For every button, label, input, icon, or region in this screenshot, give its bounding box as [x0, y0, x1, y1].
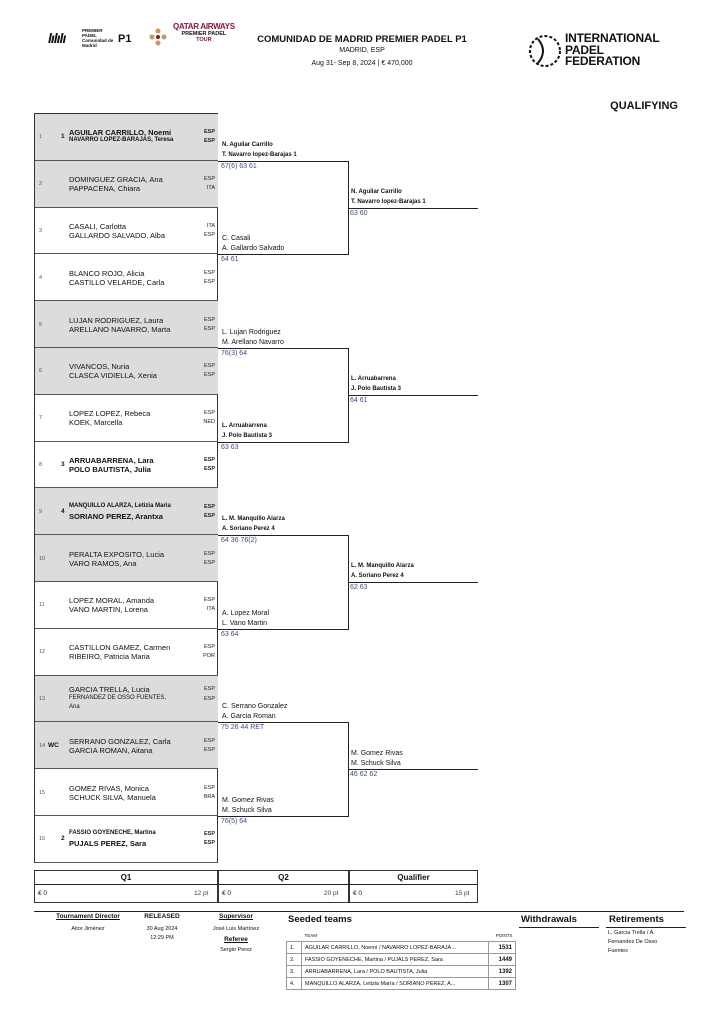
seeded-col-team: TEAM	[302, 930, 489, 942]
draw-position: 15	[39, 789, 46, 796]
round2-winner: A. Gallardo Salvado	[222, 245, 285, 253]
draw-position: 9	[39, 508, 43, 515]
draw-position: 14	[39, 742, 46, 749]
player-country: ESP	[203, 278, 215, 285]
round-q1-prize: € 0	[38, 890, 48, 897]
seeded-points: 1531	[489, 942, 516, 954]
qualifier-score: 64 61	[350, 396, 368, 404]
seed-number: 1	[61, 133, 65, 141]
qatar-logo-line2: PREMIER PADEL	[181, 30, 227, 37]
draw-slot	[35, 816, 218, 863]
player-name: CASTILLO VELARDE, Carla	[69, 277, 165, 287]
player-country: ITA	[206, 185, 215, 192]
tournament-title: COMUNIDAD DE MADRID PREMIER PADEL P1	[257, 34, 467, 45]
referee-name: Sergio Perez	[220, 947, 252, 953]
round2-score: 63 64	[221, 630, 239, 638]
player-country: ESP	[203, 737, 215, 744]
player-country: ESP	[203, 325, 215, 332]
seeded-col-points: POINTS	[489, 930, 516, 942]
player-name: GARCIA ROMAN, Aitana	[69, 745, 153, 755]
round2-winner: M. Arellano Navarro	[222, 339, 284, 346]
player-name: GARCIA TRELLA, Lucia	[69, 684, 150, 694]
seeded-rank: 2.	[287, 954, 302, 966]
round2-winner: A. Lopez Moral	[222, 609, 270, 617]
round2-winner: A. Garcia Roman	[222, 713, 276, 721]
supervisor-name: José Luis Martínez	[212, 926, 260, 932]
round2-winner: L. Lujan Rodriguez	[222, 329, 281, 336]
player-country: ESP	[203, 138, 215, 145]
draw-position: 8	[39, 461, 43, 468]
draw-position: 12	[39, 649, 46, 656]
supervisor-label: Supervisor	[219, 913, 253, 920]
ipf-line2: PADEL	[565, 42, 604, 57]
seed-number: 3	[61, 460, 65, 468]
player-name: RIBEIRO, Patricia Maria	[69, 652, 150, 662]
round2-score: 67(6) 63 61	[221, 162, 257, 170]
round2-winner: J. Polo Bautista 3	[222, 432, 273, 439]
round2-winner: T. Navarro lopez-Barajas 1	[222, 151, 297, 158]
player-country: ESP	[203, 363, 215, 370]
player-country: ESP	[203, 231, 215, 238]
draw-slot	[35, 254, 218, 301]
player-name: PERALTA EXPOSITO, Lucia	[69, 549, 165, 559]
player-country: ESP	[203, 316, 215, 323]
round-q2-name: Q2	[278, 873, 289, 882]
seeded-rank: 3.	[287, 966, 302, 978]
qualifier-winner: L. M. Manquillo Alarza	[351, 563, 414, 569]
draw-position: 4	[39, 274, 43, 281]
round2-score: 75 26 44 RET	[221, 724, 265, 732]
player-country: ESP	[203, 695, 215, 702]
round2-winner: A. Soriano Perez 4	[222, 526, 275, 533]
draw-position: 6	[39, 368, 43, 375]
rounds-divider	[34, 884, 478, 885]
player-country: POR	[203, 653, 215, 660]
round2-line	[218, 348, 349, 349]
player-name: ARRUABARRENA, Lara	[69, 455, 154, 465]
round2-winner: L. Arruabarrena	[222, 422, 267, 429]
round-qualifier-name: Qualifier	[397, 873, 430, 882]
seeded-points: 1392	[489, 966, 516, 978]
ipf-logo-text	[565, 33, 660, 68]
qualifier-winner: M. Gomez Rivas	[351, 750, 403, 758]
footer-rule	[34, 911, 684, 912]
seeded-header-row	[287, 930, 516, 942]
player-country: ESP	[203, 746, 215, 753]
round-qualifier-points: 15 pt	[455, 890, 470, 897]
seeded-row	[287, 978, 516, 990]
player-country: ESP	[203, 559, 215, 566]
draw-slot	[35, 769, 218, 816]
retirements-title: Retirements	[609, 914, 664, 925]
player-name: FASSIO GOYENECHE, Martina	[69, 830, 156, 837]
released-label: RELEASED	[144, 913, 180, 920]
draw-slot	[35, 161, 218, 208]
premier-padel-p1-logo: lılılı	[48, 30, 66, 46]
player-country: ESP	[203, 597, 215, 604]
director-label: Tournament Director	[56, 913, 120, 920]
player-name: POLO BAUTISTA, Julia	[69, 464, 151, 474]
round2-score: 64 61	[221, 256, 239, 264]
player-name: VIVANCOS, Nuria	[69, 362, 130, 372]
director-name: Aitor Jiménez	[71, 926, 105, 932]
released-date: 30 Aug 2024	[146, 926, 178, 932]
draw-position: 16	[39, 836, 46, 843]
player-country: ITA	[206, 222, 215, 229]
qualifier-winner: N. Aguilar Carrillo	[351, 188, 402, 195]
qualifier-winner: M. Schuck Silva	[351, 760, 401, 768]
player-name: CLASCA VIDIELLA, Xenia	[69, 371, 157, 381]
draw-slot	[35, 488, 218, 535]
round3-line	[349, 769, 478, 770]
player-country: NED	[203, 419, 215, 426]
player-name: VANO MARTIN, Lorena	[69, 605, 148, 615]
premier-padel-logo-text: PREMIER PADEL Comunidad de Madrid	[82, 28, 114, 48]
seeded-rank: 1.	[287, 942, 302, 954]
qatar-airways-logo	[173, 24, 235, 44]
draw-position: 3	[39, 227, 43, 234]
wildcard-badge: WC	[48, 741, 59, 749]
player-name: PUJALS PEREZ, Sara	[69, 839, 147, 849]
player-name: BLANCO ROJO, Alicia	[69, 268, 145, 278]
draw-position: 2	[39, 181, 43, 188]
draw-position: 1	[39, 134, 43, 141]
qualifier-winner: L. Arruabarrena	[351, 375, 396, 382]
player-country: ESP	[203, 129, 215, 136]
round2-line	[218, 629, 349, 630]
ipf-line1: INTERNATIONAL	[565, 31, 660, 45]
player-name: LUJAN RODRIGUEZ, Laura	[69, 315, 164, 325]
draw-position: 7	[39, 415, 43, 422]
round-q2-points: 20 pt	[324, 890, 339, 897]
draw-position: 11	[39, 602, 45, 609]
round2-winner: L. M. Manquillo Alarza	[222, 516, 285, 523]
draw-slot	[35, 722, 218, 769]
player-name: GOMEZ RIVAS, Monica	[69, 783, 149, 793]
draw-slot	[35, 582, 218, 629]
round2-winner: M. Schuck Silva	[222, 807, 272, 814]
draw-slot	[35, 348, 218, 395]
ipf-line3: FEDERATION	[565, 54, 641, 68]
seeded-team: FASSIO GOYENECHE, Martina / PUJALS PEREZ, Sara	[302, 954, 489, 966]
round2-winner: C. Serrano Gonzalez	[222, 703, 288, 711]
player-name: CASTILLON GAMEZ, Carmen	[69, 643, 171, 653]
round2-line	[218, 535, 349, 536]
seeded-points: 1449	[489, 954, 516, 966]
draw-slot	[35, 442, 218, 489]
player-name: MANQUILLO ALARZA, Letizia Maria	[69, 502, 171, 509]
draw-slot	[35, 395, 218, 442]
seeded-team: AGUILAR CARRILLO, Noemí / NAVARRO LOPEZ-BARAJA...	[302, 942, 489, 954]
seeded-row	[287, 966, 516, 978]
qualifier-winner: A. Soriano Perez 4	[351, 573, 404, 579]
withdrawals-title: Withdrawals	[521, 914, 577, 925]
round-qualifier-prize: € 0	[353, 890, 363, 897]
qualifier-score: 62 63	[350, 584, 368, 591]
player-name: KOEK, Marcella	[69, 418, 123, 428]
qualifier-winner: T. Navarro lopez-Barajas 1	[351, 198, 426, 205]
player-name: AGUILAR CARRILLO, Noemi	[69, 128, 172, 138]
player-name: PAPPACENA, Chiara	[69, 184, 140, 194]
draw-slot	[35, 208, 218, 255]
player-name: LOPEZ MORAL, Amanda	[69, 596, 155, 606]
player-country: ESP	[203, 840, 215, 847]
seeded-points: 1307	[489, 978, 516, 990]
qualifier-winner: J. Polo Bautista 3	[351, 385, 402, 392]
round2-winner: L. Vano Martin	[222, 619, 268, 627]
draw-slot	[35, 301, 218, 348]
seeded-team: MANQUILLO ALARZA, Letizia María / SORIANO PEREZ, A...	[302, 978, 489, 990]
round3-line	[349, 582, 478, 583]
round-q1-points: 12 pt	[194, 890, 209, 897]
tournament-dates-prize: Aug 31- Sep 8, 2024 | € 470,000	[311, 60, 413, 67]
p1-logo-text: P1	[118, 33, 132, 45]
withdrawals-rule	[519, 927, 599, 928]
draw-slot	[35, 114, 218, 161]
player-name: SERRANO GONZALEZ, Carla	[69, 736, 171, 746]
retirements-line1: L. Garcia Trella / A.	[608, 930, 655, 936]
player-country: ESP	[203, 503, 215, 510]
draw-position: 5	[39, 321, 43, 328]
player-country: ESP	[203, 410, 215, 417]
player-country: ESP	[203, 372, 215, 379]
round2-line	[218, 722, 349, 723]
round2-line	[218, 816, 349, 817]
player-country: ESP	[203, 784, 215, 791]
player-country: ESP	[203, 512, 215, 519]
qualifier-score: 46 62 62	[350, 771, 378, 779]
seeded-teams-title: Seeded teams	[288, 914, 352, 925]
round2-score: 64 36 76(2)	[221, 537, 257, 545]
round3-line	[349, 395, 478, 396]
round2-score: 63 63	[221, 443, 239, 451]
seed-number: 4	[61, 507, 65, 515]
player-name: FERNANDEZ DE OSSO FUENTES,	[69, 694, 167, 701]
seeded-teams-table	[286, 930, 516, 990]
player-country: ESP	[203, 644, 215, 651]
draw-stage-label: QUALIFYING	[610, 100, 678, 112]
player-country: ESP	[203, 465, 215, 472]
player-name: GALLARDO SALVADO, Alba	[69, 230, 166, 240]
qatar-logo-line3: TOUR	[196, 37, 212, 43]
draw-slot	[35, 629, 218, 676]
player-country: ESP	[203, 550, 215, 557]
player-name: SORIANO PEREZ, Arantxa	[69, 511, 163, 521]
retirements-rule	[606, 927, 686, 928]
player-name: DOMINGUEZ GRACIA, Ana	[69, 175, 163, 185]
tournament-location: MADRID, ESP	[339, 47, 385, 54]
player-country: ESP	[203, 456, 215, 463]
player-country: ITA	[206, 606, 215, 613]
ipf-ball-icon	[528, 34, 562, 68]
draw-slot	[35, 535, 218, 582]
qatar-airways-oryx-icon	[148, 27, 168, 47]
round2-line	[218, 254, 349, 255]
draw-slot	[35, 676, 218, 723]
player-name: CASALI, Carlotta	[69, 221, 127, 231]
player-name: ARELLANO NAVARRO, Marta	[69, 324, 171, 334]
player-country: ESP	[203, 176, 215, 183]
round3-line	[349, 208, 478, 209]
qatar-logo-line1: QATAR AIRWAYS	[173, 22, 235, 31]
round2-winner: M. Gomez Rivas	[222, 797, 274, 804]
seeded-row	[287, 954, 516, 966]
player-name: Ana	[69, 703, 80, 710]
seed-number: 2	[61, 835, 65, 843]
round2-winner: C. Casali	[222, 235, 251, 243]
player-country: BRA	[203, 793, 215, 800]
round2-line	[218, 161, 349, 162]
draw-position: 13	[39, 695, 46, 702]
player-name: SCHUCK SILVA, Manuela	[69, 792, 156, 802]
draw-position: 10	[39, 555, 46, 562]
seeded-rank: 4.	[287, 978, 302, 990]
player-country: ESP	[203, 685, 215, 692]
retirements-line3: Fuentes	[608, 948, 628, 954]
released-time: 12:29 PM	[150, 935, 174, 941]
player-name: NAVARRO LOPEZ-BARAJAS, Teresa	[69, 137, 174, 144]
round2-line	[218, 442, 349, 443]
player-name: VARO RAMOS, Ana	[69, 558, 137, 568]
round2-score: 76(5) 64	[221, 818, 248, 825]
round2-winner: N. Aguilar Carrillo	[222, 141, 273, 148]
retirements-line2: Fernandez De Osso	[608, 939, 658, 945]
round-q2-prize: € 0	[222, 890, 232, 897]
seeded-row	[287, 942, 516, 954]
referee-label: Referee	[224, 936, 248, 943]
player-country: ESP	[203, 831, 215, 838]
round2-score: 76(3) 64	[221, 350, 248, 357]
seeded-team: ARRUABARRENA, Lara / POLO BAUTISTA, Julia	[302, 966, 489, 978]
player-country: ESP	[203, 269, 215, 276]
qualifier-score: 63 60	[350, 209, 368, 217]
player-name: LOPEZ LOPEZ, Rebeca	[69, 409, 151, 419]
round-q1-name: Q1	[120, 873, 132, 882]
